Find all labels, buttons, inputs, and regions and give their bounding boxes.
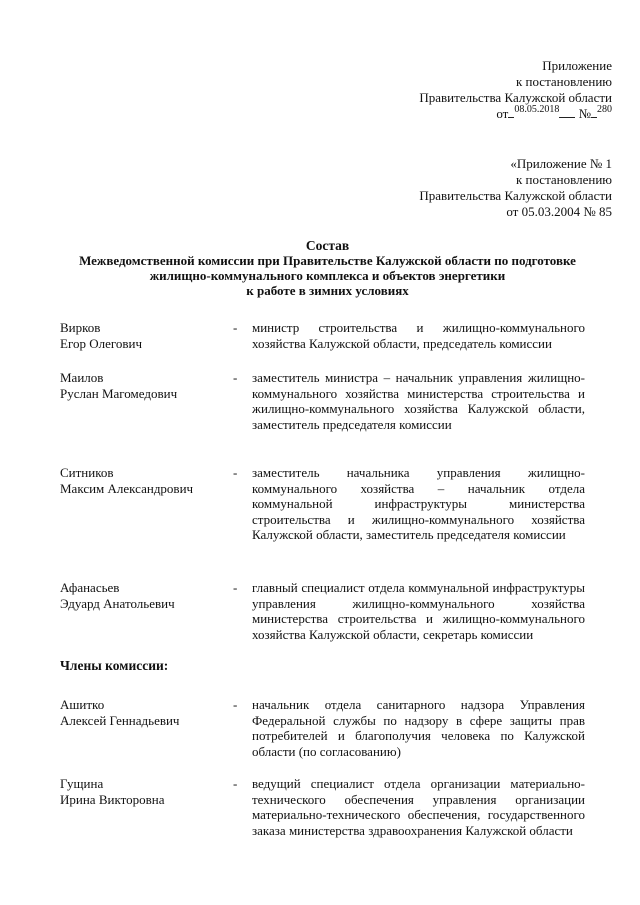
title-line-3: к работе в зимних условиях	[246, 283, 409, 298]
appendix-date-line	[419, 106, 612, 124]
title-heading: Состав	[305, 238, 350, 253]
appendix-current	[419, 58, 612, 124]
members-heading: Члены комиссии:	[60, 658, 169, 673]
member-role: заместитель министра – начальник управления жилищно-коммунального хозяйства министерства строительства и жилищно-коммунального хозяйства Калужской области, заместитель председателя комиссии	[252, 370, 585, 432]
number-label: №	[578, 106, 591, 121]
member-role: заместитель начальника управления жилищно-коммунального хозяйства – начальник отдела коммунальной инфраструктуры министерства строительства и жилищно-коммунального хозяйства Калужской области, заместитель председателя комиссии	[252, 465, 585, 542]
title-line-2: жилищно-коммунального комплекса и объектов энергетики	[149, 268, 506, 283]
resolution-date: 08.05.2018	[514, 104, 560, 115]
document-title	[40, 238, 615, 298]
original-resolution-label: к постановлению	[515, 172, 612, 187]
member-name: Ашитко Алексей Геннадьевич	[60, 697, 180, 728]
title-line-1: Межведомственной комиссии при Правительстве Калужской области по подготовке	[79, 253, 576, 268]
member-role: начальник отдела санитарного надзора Управления Федеральной службы по надзору в сфере защиты прав потребителей и благополучия человека по Калужской области (по согласованию)	[252, 697, 585, 759]
member-name: Маилов Руслан Магомедович	[60, 370, 178, 401]
document-page: Приложение к постановлению Правительства Калужской области от $^{08.05.2018}$ № $^{280}$ «Приложение № 1 к постановлению Правительства Калужской области от 05.03.2004 № 85 Состав Межведомственной комиссии при Правительстве Калужской области по подготовке жилищно-коммунального комплекса и объектов энергетики к работе в зимних условиях Вирков Егор Олегович - министр строительства и жилищно-коммунального хозяйства Калужской области, председатель комиссии Маилов Руслан Магомедович - заместитель министра – начальник управления жилищно-коммунального хозяйства министерства строительства и жилищно-коммунального хозяйства Калужской области, заместитель председателя комиссии Ситников Максим Александрович - заместитель начальника управления жилищно-коммунального хозяйства – начальник отдела коммунальной инфраструктуры министерства строительства и жилищно-коммунального хозяйства Калужской области, заместитель председателя комиссии Афанасьев Эдуард Анатольевич - главный специалист отдела коммунальной инфраструктуры управления жилищно-коммунального хозяйства министерства строительства и жилищно-коммунального хозяйства Калужской области, секретарь комиссии Члены комиссии: Ашитко Алексей Геннадьевич - начальник отдела санитарного надзора Управления Федеральной службы по надзору в сфере защиты прав потребителей и благополучия человека по Калужской области (по согласованию) Гущина Ирина Викторовна - ведущий специалист отдела организации материально-технического обеспечения управления организации материально-технического обеспечения, государственного заказа министерства здравоохранения Калужской области	[0, 0, 640, 905]
original-date-number: от 05.03.2004 № 85	[506, 204, 612, 219]
original-appendix-title: «Приложение № 1	[510, 156, 612, 171]
member-role: главный специалист отдела коммунальной инфраструктуры управления жилищно-коммунального хозяйства министерства строительства и жилищно-коммунального хозяйства Калужской области, секретарь комиссии	[252, 580, 585, 642]
member-name: Гущина Ирина Викторовна	[60, 776, 165, 807]
resolution-number: 280	[597, 104, 612, 115]
from-label: от	[496, 106, 509, 121]
appendix-resolution-label: к постановлению	[515, 74, 612, 89]
appendix-government: Правительства Калужской области	[419, 90, 612, 105]
original-government: Правительства Калужской области	[419, 188, 612, 203]
member-role: ведущий специалист отдела организации материально-технического обеспечения управления организации материально-технического обеспечения, государственного заказа министерства здравоохранения Калужской области	[252, 776, 585, 838]
member-name: Афанасьев Эдуард Анатольевич	[60, 580, 175, 611]
member-role: министр строительства и жилищно-коммунального хозяйства Калужской области, председатель комиссии	[252, 320, 585, 351]
appendix-title: Приложение	[542, 58, 612, 73]
member-name: Вирков Егор Олегович	[60, 320, 142, 351]
appendix-original	[419, 156, 612, 220]
member-name: Ситников Максим Александрович	[60, 465, 194, 496]
